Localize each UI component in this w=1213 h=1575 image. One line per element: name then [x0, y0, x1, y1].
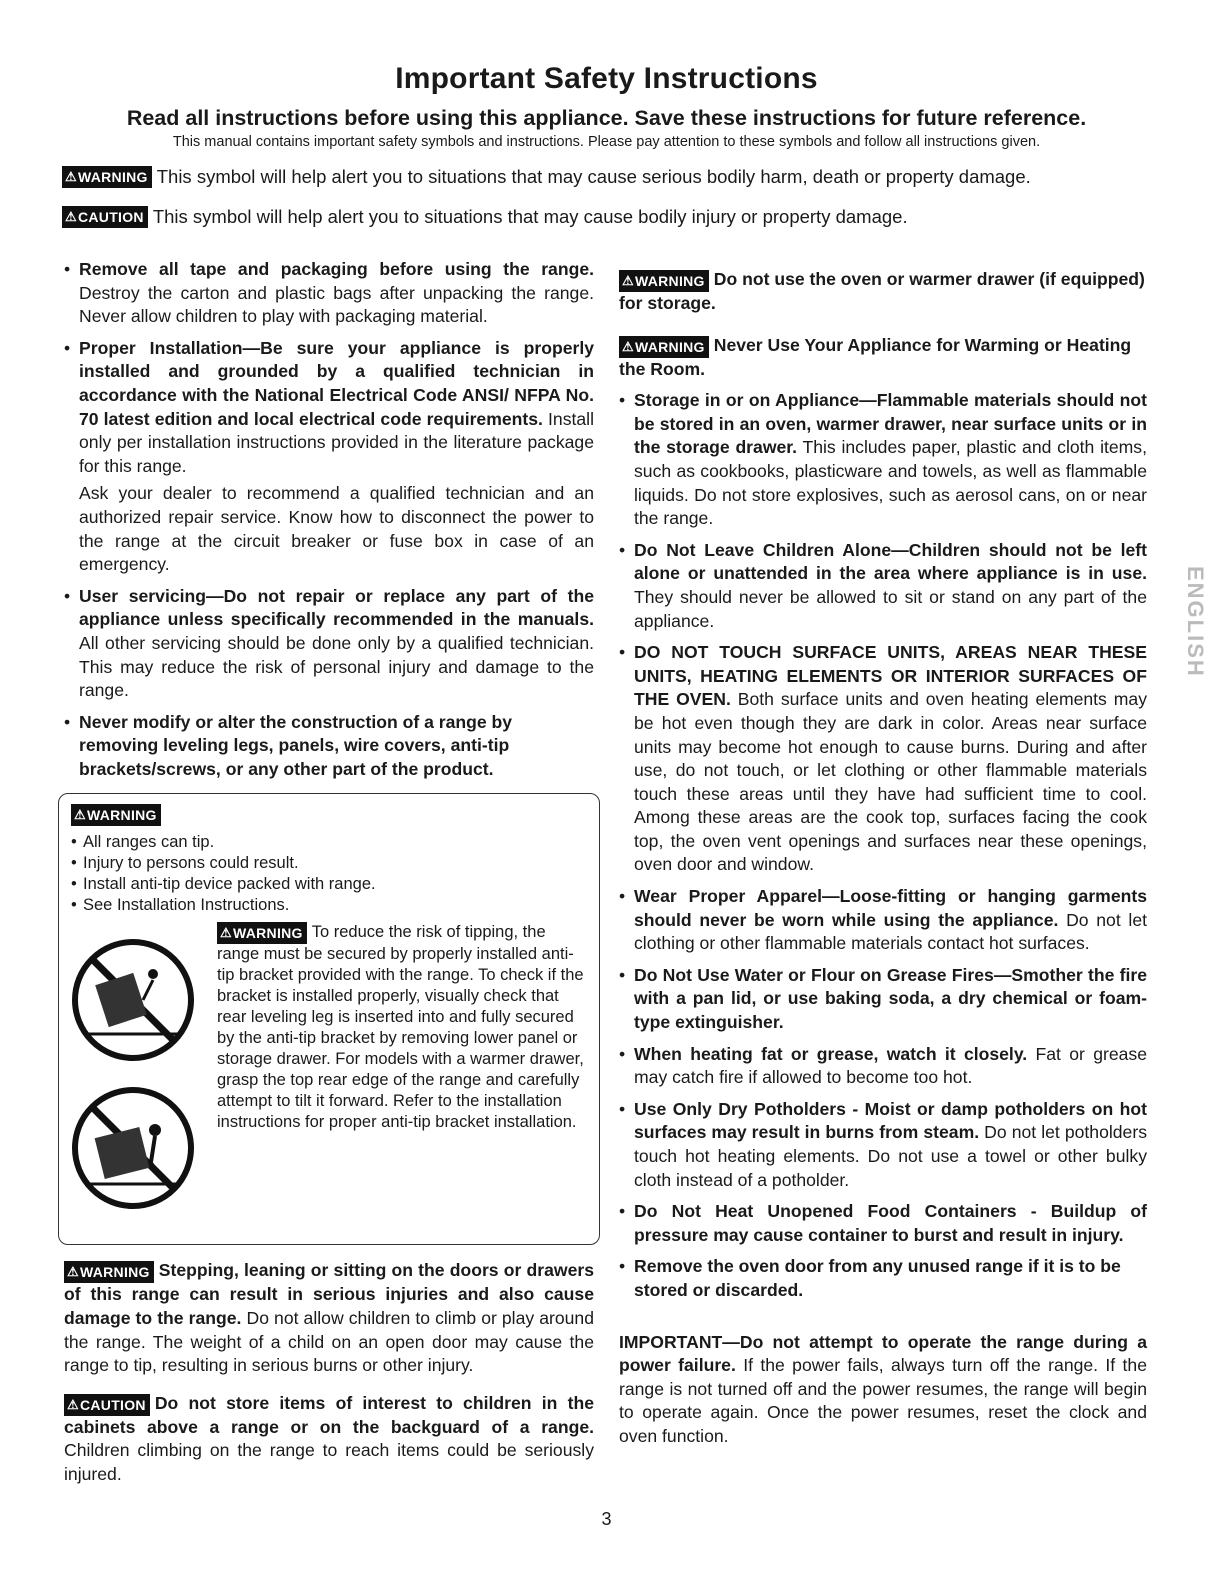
warning-label: WARNING	[634, 338, 705, 355]
list-item	[64, 258, 594, 329]
item-text: If the power fails, always turn off the range. If the range is not turned off and the power resumes, the range will begin to operate again. Once the power resumes, reset the clock and oven function.	[619, 1355, 1147, 1446]
warning-bullets	[71, 832, 587, 916]
tip-content	[71, 922, 587, 1234]
caution-badge	[62, 206, 148, 228]
page-number: 3	[601, 1509, 612, 1529]
item-text: They should never be allowed to sit or stand on any part of the appliance.	[634, 586, 1147, 631]
child-climbing-icon	[71, 1086, 195, 1210]
warning-label: WARNING	[79, 1264, 150, 1281]
stepping-warning	[64, 1259, 594, 1377]
item-text: Destroy the carton and plastic bags after unpacking the range. Never allow children to play with packaging material.	[79, 282, 594, 327]
warning-symbol-text: This symbol will help alert you to situations that may cause serious bodily harm, death or property damage.	[156, 166, 1031, 187]
item-text: Children climbing on the range to reach items could be seriously injured.	[64, 1440, 594, 1485]
item-heading: Do Not Leave Children Alone—Children should not be left alone or unattended in the area where appliance is in use.	[634, 539, 1147, 584]
alert-triangle-icon: ⚠	[67, 1264, 79, 1280]
list-item: • All ranges can tip.	[83, 832, 587, 853]
caution-symbol-line	[62, 206, 908, 228]
list-item	[619, 1255, 1147, 1302]
alert-triangle-icon: ⚠	[65, 169, 77, 184]
item-heading: Use Only Dry Potholders - Moist or damp potholders on hot surfaces may result in burns from steam.	[634, 1098, 1147, 1143]
item-text: Fat or grease may catch fire if allowed to become too hot.	[634, 1043, 1147, 1088]
caution-symbol-text: This symbol will help alert you to situations that may cause bodily injury or property damage.	[152, 206, 908, 227]
item-text: Both surface units and oven heating elements may be hot even though they are dark in color. Areas near surface units may become hot enough to cause burns. During and after use, do not touch, or let clothing or other flammable materials touch these areas until they have had sufficient time to cool. Among these areas are the cook top, surfaces facing the cook top, the oven vent openings and surfaces near these openings, oven door and window.	[634, 689, 1147, 875]
power-failure-note	[619, 1331, 1147, 1449]
caution-label: CAUTION	[77, 209, 144, 225]
list-item	[64, 585, 594, 703]
cabinets-caution	[64, 1392, 594, 1487]
warning-label: WARNING	[634, 273, 705, 289]
item-heading: User servicing—Do not repair or replace any part of the appliance unless specifically recommended in the manuals.	[79, 585, 594, 630]
range-tipping-icon	[71, 938, 195, 1062]
intro-text: This manual contains important safety symbols and instructions. Please pay attention to these symbols and follow all instructions given.	[172, 134, 1041, 150]
item-heading: Never modify or alter the construction of a range by removing leveling legs, panels, wire covers, anti-tip brackets/screws, or any other part of the product.	[79, 711, 513, 779]
language-side-tab: ENGLISH	[1183, 566, 1208, 678]
item-heading: When heating fat or grease, watch it closely.	[634, 1043, 1028, 1064]
warning-label: WARNING	[86, 807, 157, 824]
warning-badge	[619, 270, 709, 292]
alert-triangle-icon: ⚠	[622, 273, 634, 288]
list-item	[619, 1098, 1147, 1192]
tip-icons	[71, 922, 217, 1234]
list-item	[619, 539, 1147, 633]
item-paragraph: Ask your dealer to recommend a qualified technician and an authorized repair service. Know how to disconnect the power to the range at the circuit breaker or fuse box in case of an emergency.	[79, 483, 594, 575]
storage-warning	[619, 268, 1147, 316]
list-item: • Injury to persons could result.	[83, 853, 587, 874]
anti-tip-warning-box	[58, 793, 600, 1245]
list-item: • Install anti-tip device packed with range.	[83, 874, 587, 895]
heating-warning	[619, 334, 1147, 382]
right-column	[619, 258, 1147, 1457]
alert-triangle-icon: ⚠	[220, 925, 232, 941]
warning-label: WARNING	[232, 925, 303, 942]
item-text: Do not let potholders touch hot heating elements. Do not use a towel or other bulky cloth instead of a potholder.	[634, 1122, 1147, 1190]
item-heading: Do not use the oven or warmer drawer (if equipped) for storage.	[619, 269, 1145, 313]
list-item	[64, 711, 594, 782]
subtitle: Read all instructions before using this appliance. Save these instructions for future reference.	[126, 106, 1087, 130]
item-heading: Storage in or on Appliance—Flammable materials should not be stored in an oven, warmer drawer, near surface units or in the storage drawer.	[634, 390, 1147, 458]
item-text: Do not allow children to climb or play around the range. The weight of a child on an open door may cause the range to tip, resulting in serious burns or other injury.	[64, 1308, 595, 1376]
caution-badge	[64, 1394, 150, 1416]
item-text: Install only per installation instructions provided in the literature package for this range.	[79, 408, 594, 476]
item-heading: Remove all tape and packaging before using the range.	[79, 259, 594, 279]
item-heading: Do Not Use Water or Flour on Grease Fires—Smother the fire with a pan lid, or use baking soda, a dry chemical or foam-type extinguisher.	[634, 964, 1147, 1033]
tip-text	[217, 922, 587, 1133]
warning-badge	[71, 804, 161, 826]
warning-badge	[217, 922, 307, 944]
item-heading: Do Not Heat Unopened Food Containers - Buildup of pressure may cause container to burst and result in injury.	[634, 1201, 1147, 1245]
alert-triangle-icon: ⚠	[67, 1396, 79, 1412]
warning-symbol-line	[62, 166, 1031, 188]
warning-badge	[619, 336, 709, 358]
caution-label: CAUTION	[79, 1396, 146, 1413]
list-item	[619, 1200, 1147, 1247]
item-heading: Wear Proper Apparel—Loose-fitting or hanging garments should never be worn while using the appliance.	[634, 886, 1147, 930]
list-item	[619, 1043, 1147, 1090]
anti-tip-instructions: To reduce the risk of tipping, the range must be secured by properly installed anti-tip bracket provided with the range. To check if the bracket is installed properly, visually check that rear leveling leg is inserted into and fully secured by the anti-tip bracket by removing lower panel or storage drawer. For models with a warmer drawer, grasp the top rear edge of the range and carefully attempt to tilt it forward. Refer to the installation instructions for proper anti-tip bracket installation.	[217, 923, 584, 1132]
item-heading: IMPORTANT—Do not attempt to operate the range during a power failure.	[619, 1331, 1147, 1376]
alert-triangle-icon: ⚠	[74, 807, 86, 823]
item-heading: Proper Installation—Be sure your appliance is properly installed and grounded by a qualified technician in accordance with the National Electrical Code ANSI/ NFPA No. 70 latest edition and local electrical code requirements.	[79, 337, 594, 429]
item-heading: Do not store items of interest to children in the cabinets above a range or on the backguard of a range.	[64, 1392, 594, 1437]
alert-triangle-icon: ⚠	[65, 209, 77, 224]
list-item	[619, 641, 1147, 877]
item-heading: Stepping, leaning or sitting on the doors or drawers of this range can result in serious injuries and also cause damage to the range.	[64, 1260, 594, 1329]
list-item	[64, 337, 594, 479]
alert-triangle-icon: ⚠	[622, 338, 634, 354]
item-heading: Never Use Your Appliance for Warming or Heating the Room.	[619, 334, 1132, 379]
item-heading: DO NOT TOUCH SURFACE UNITS, AREAS NEAR THESE UNITS, HEATING ELEMENTS OR INTERIOR SURFACES OF THE OVEN.	[634, 642, 1147, 710]
left-column	[64, 258, 594, 1495]
warning-label: WARNING	[77, 169, 148, 185]
warning-badge	[64, 1261, 154, 1283]
item-text: All other servicing should be done only by a qualified technician. This may reduce the risk of personal injury and damage to the range.	[79, 632, 594, 701]
item-text: This includes paper, plastic and cloth items, such as cookbooks, plasticware and towels, as well as flammable liquids. Do not store explosives, such as aerosol cans, on or near the range.	[634, 437, 1147, 529]
item-text: Do not let clothing or other flammable materials contact hot surfaces.	[634, 909, 1147, 954]
list-item	[619, 389, 1147, 531]
item-heading: Remove the oven door from any unused range if it is to be stored or discarded.	[634, 1256, 1121, 1300]
list-item: • See Installation Instructions.	[83, 895, 587, 916]
list-item	[619, 964, 1147, 1035]
list-item	[619, 885, 1147, 956]
warning-badge	[62, 166, 152, 188]
page-title: Important Safety Instructions	[395, 62, 818, 95]
